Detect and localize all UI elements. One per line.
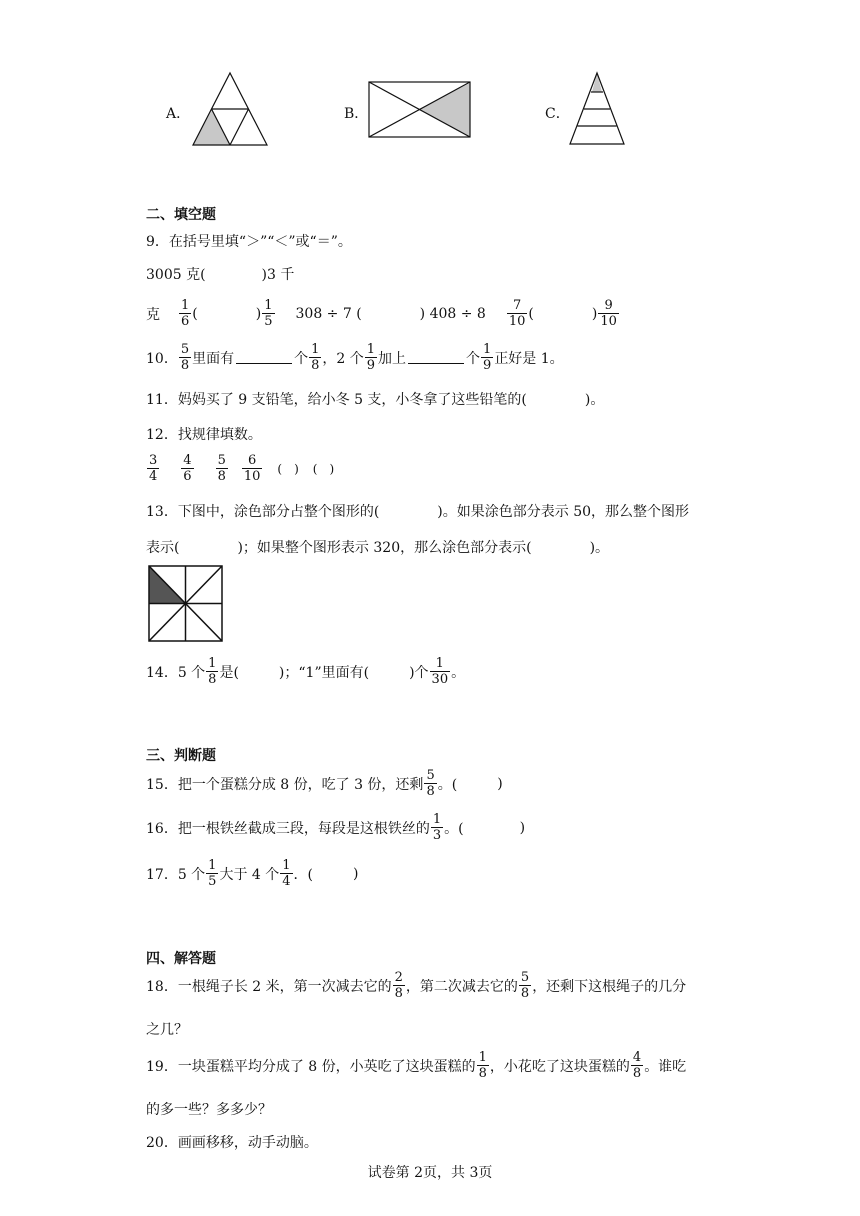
q12-fraction-4: $\frac{6}{10}$ bbox=[243, 453, 261, 484]
page-footer: 试卷第 2页，共 3页 bbox=[367, 1165, 493, 1181]
q15-fraction: $\frac{5}{8}$ bbox=[426, 768, 435, 799]
q16-text-2: 。( bbox=[444, 820, 464, 837]
q13-text-5: )。 bbox=[589, 540, 610, 556]
q19-text-3: 。谁吃 bbox=[644, 1058, 687, 1075]
q9-text-a: 3005 克( bbox=[146, 267, 206, 283]
q9-fraction-2: $\frac{1}{5}$ bbox=[264, 298, 273, 329]
q15-text-3: ) bbox=[497, 775, 503, 792]
q14-text-1: 14．5 个 bbox=[146, 664, 206, 681]
q10-blank-1[interactable] bbox=[236, 351, 292, 364]
question-19-line2: 的多一些？多多少？ bbox=[146, 1102, 272, 1118]
q9-fraction-1: $\frac{1}{6}$ bbox=[181, 298, 190, 329]
question-13-line1 bbox=[146, 501, 689, 521]
q12-fraction-1: $\frac{3}{4}$ bbox=[149, 453, 158, 484]
q13-text-3: 表示( bbox=[146, 540, 180, 556]
q19-fraction-1: $\frac{1}{8}$ bbox=[478, 1050, 487, 1081]
q12-blank-2[interactable]: ( ) bbox=[312, 462, 335, 476]
q19-text-2: ，小花吃了这块蛋糕的 bbox=[489, 1058, 630, 1075]
q18-fraction-1: $\frac{2}{8}$ bbox=[394, 970, 403, 1001]
section-title-answer: 四、解答题 bbox=[146, 951, 216, 967]
triangle-figure-c bbox=[568, 70, 626, 146]
q10-fraction-3: $\frac{1}{9}$ bbox=[366, 342, 376, 373]
q12-fraction-3: $\frac{5}{8}$ bbox=[217, 453, 226, 484]
triangle-figure-a bbox=[190, 70, 270, 148]
q10-text-6: 正好是 1。 bbox=[494, 350, 564, 367]
q11-end: )。 bbox=[584, 392, 605, 408]
q10-fraction-2: $\frac{1}{8}$ bbox=[311, 342, 320, 373]
question-9-row1 bbox=[146, 264, 294, 284]
q12-fraction-2: $\frac{4}{6}$ bbox=[183, 453, 192, 484]
q14-text-3: )；“1”里面有( bbox=[278, 664, 370, 681]
q17-text-3: ．( bbox=[293, 866, 314, 883]
question-17 bbox=[146, 858, 358, 889]
q13-text-4: )；如果整个图形表示 320，那么涂色部分表示( bbox=[237, 540, 532, 556]
question-10 bbox=[146, 342, 564, 373]
q10-text-5: 个 bbox=[466, 350, 481, 367]
q18-text-3: ，还剩下这根绳子的几分 bbox=[532, 978, 687, 995]
section-title-fill-in: 二、填空题 bbox=[146, 207, 216, 223]
q10-blank-2[interactable] bbox=[408, 351, 464, 364]
question-12-sequence bbox=[146, 453, 334, 484]
question-18-line2: 之几？ bbox=[146, 1022, 188, 1038]
q14-fraction-1: $\frac{1}{8}$ bbox=[208, 656, 217, 687]
question-13-line2 bbox=[146, 537, 609, 557]
q15-text-1: 15．把一个蛋糕分成 8 份，吃了 3 份，还剩 bbox=[146, 776, 424, 793]
q9-fraction-4: $\frac{9}{10}$ bbox=[600, 298, 617, 329]
option-a-label: A． bbox=[166, 106, 191, 122]
question-9-row2 bbox=[146, 298, 620, 329]
question-9-stem: 9．在括号里填“＞”“＜”或“＝”。 bbox=[146, 234, 352, 250]
q10-text-4: 加上 bbox=[378, 350, 407, 367]
q10-fraction-1: $\frac{5}{8}$ bbox=[180, 342, 190, 373]
question-15 bbox=[146, 768, 503, 799]
q9-expr-2: ) 408 ÷ 8 bbox=[419, 305, 486, 322]
section-title-judgement: 三、判断题 bbox=[146, 748, 216, 764]
q13-text-1: 13．下图中，涂色部分占整个图形的( bbox=[146, 504, 380, 520]
q17-text-4: ) bbox=[353, 865, 359, 882]
question-20: 20．画画移移，动手动脑。 bbox=[146, 1135, 318, 1151]
option-c-label: C． bbox=[545, 106, 570, 122]
q16-text-3: ) bbox=[519, 819, 526, 836]
q18-text-2: ，第二次减去它的 bbox=[405, 978, 518, 995]
q9-text-b: )3 千 bbox=[261, 267, 295, 283]
question-19-line1 bbox=[146, 1050, 686, 1081]
q17-text-1: 17．5 个 bbox=[146, 866, 206, 883]
q10-number: 10． bbox=[146, 350, 178, 367]
question-11 bbox=[146, 389, 604, 409]
question-16 bbox=[146, 812, 525, 843]
q10-text-3: ，2 个 bbox=[322, 350, 364, 367]
q18-fraction-2: $\frac{5}{8}$ bbox=[520, 970, 530, 1001]
square-divided-figure bbox=[148, 565, 224, 643]
q10-fraction-4: $\frac{1}{9}$ bbox=[483, 342, 492, 373]
q13-text-2: )。如果涂色部分表示 50，那么整个图形 bbox=[437, 504, 690, 520]
q17-fraction-1: $\frac{1}{5}$ bbox=[208, 858, 217, 889]
q17-text-2: 大于 4 个 bbox=[219, 866, 280, 883]
q17-fraction-2: $\frac{1}{4}$ bbox=[282, 858, 291, 889]
q19-fraction-2: $\frac{4}{8}$ bbox=[632, 1050, 642, 1081]
question-18-line1 bbox=[146, 970, 686, 1001]
q9-close-1: ) bbox=[255, 305, 262, 322]
q9-expr-1: 308 ÷ 7 ( bbox=[295, 305, 362, 322]
q15-text-2: 。( bbox=[437, 776, 458, 793]
q12-blank-1[interactable]: ( ) bbox=[277, 462, 299, 476]
q14-text-2: 是( bbox=[219, 664, 239, 681]
q10-text-2: 个 bbox=[294, 350, 309, 367]
question-12: 12．找规律填数。 bbox=[146, 427, 262, 443]
q11-text: 11．妈妈买了 9 支铅笔，给小冬 5 支，小冬拿了这些铅笔的( bbox=[146, 392, 527, 408]
q9-open-2: ( bbox=[528, 305, 534, 322]
rectangle-figure-b bbox=[368, 81, 472, 139]
q14-fraction-2: $\frac{1}{30}$ bbox=[431, 656, 449, 687]
q9-close-2: ) bbox=[591, 305, 598, 322]
q19-text-1: 19．一块蛋糕平均分成了 8 份，小英吃了这块蛋糕的 bbox=[146, 1058, 476, 1075]
q9-unit: 克 bbox=[146, 306, 160, 323]
q16-text-1: 16．把一根铁丝截成三段，每段是这根铁丝的 bbox=[146, 820, 430, 837]
q16-fraction: $\frac{1}{3}$ bbox=[432, 812, 442, 843]
option-b-label: B． bbox=[344, 106, 369, 122]
q14-text-5: 。 bbox=[451, 664, 466, 681]
q9-fraction-3: $\frac{7}{10}$ bbox=[508, 298, 526, 329]
q14-text-4: )个 bbox=[409, 664, 429, 681]
question-14 bbox=[146, 656, 465, 687]
q18-text-1: 18．一根绳子长 2 米，第一次减去它的 bbox=[146, 978, 392, 995]
q9-open-1: ( bbox=[192, 305, 198, 322]
q10-text-1: 里面有 bbox=[192, 350, 235, 367]
